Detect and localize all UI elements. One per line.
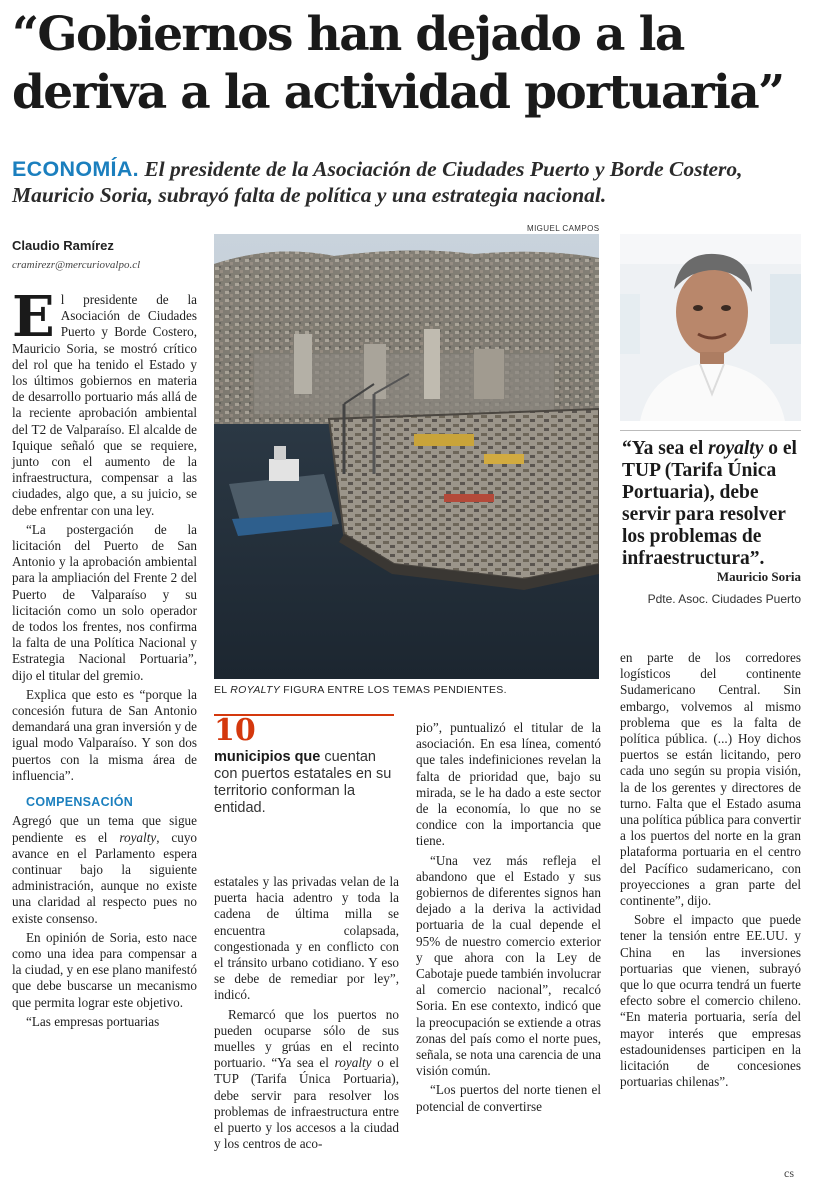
article-column-2 xyxy=(214,874,399,1155)
paragraph xyxy=(12,284,197,519)
paragraph-text: Agregó que un tema que sigue pendiente es el xyxy=(12,813,197,845)
stat-number: 10 xyxy=(214,713,256,748)
photo-caption xyxy=(214,684,507,696)
article-column-3 xyxy=(416,720,601,1118)
paragraph: “Las empresas portuarias xyxy=(26,1013,160,1029)
italic-term: royalty xyxy=(334,1055,372,1071)
italic-term: royalty xyxy=(119,829,157,845)
deck-section-label: ECONOMÍA. xyxy=(12,157,139,181)
author-email: cramirezr@mercuriovalpo.cl xyxy=(12,259,141,271)
caption-text: EL xyxy=(214,684,231,696)
paragraph: En opinión de Soria, esto nace como una idea para compensar a la ciudad, y en ese plano manifestó que debe buscarse un mecanismo que permita lograr este objetivo. xyxy=(12,929,197,1010)
paragraph: “Una vez más refleja el abandono que el Estado y sus gobiernos de diferentes signos han dejado a la deriva la actividad portuaria de la cual depende el 95% de nuestro comercio exterior y que ahora con la Ley de Cabotaje puede también involucrar al comercio nacional”, recalcó Soria. En ese contexto, indicó que la preocupación se extiende a otras zonas del país como el norte pues, señala, se nota una carencia de una visión común. xyxy=(416,852,601,1079)
quote-attribution-name: Mauricio Soria xyxy=(716,569,801,584)
caption-text: FIGURA ENTRE LOS TEMAS PENDIENTES. xyxy=(280,684,507,696)
article-column-4 xyxy=(620,650,801,1093)
quote-rule xyxy=(620,430,801,431)
paragraph xyxy=(12,813,197,926)
stat-text xyxy=(214,749,394,817)
pull-quote xyxy=(622,438,802,570)
stat-body: cuentan con puertos estatales en su territorio conforman la entidad. xyxy=(214,749,392,816)
article-column-1 xyxy=(12,284,198,1033)
subhead-compensacion: COMPENSACIÓN xyxy=(26,795,134,810)
paragraph: en parte de los corredores logísticos del continente Sudamericano Central. Sin embargo, volvemos al mismo problema que es la falta de política pública. (...) Hoy dichos puertos se están licitando, pero cada uno según su propia visión, la de los gerentes y directores de turno. Falta que el Estado asuma una política pública para convertir a los puertos del norte en la gran plataforma portuaria en el centro del Pacífico sudamericano, con proyecciones a gran parte del continente”, dijo. xyxy=(620,650,801,909)
paragraph-text: Remarcó que los puertos no pueden ocuparse sólo de sus muelles y grúas en el recinto portuario. “Ya sea el xyxy=(214,1006,399,1071)
photo-credit: MIGUEL CAMPOS xyxy=(527,224,600,233)
caption-italic: ROYALTY xyxy=(230,684,281,696)
deck-text: El presidente de la Asociación de Ciudades Puerto y Borde Costero, Mauricio Soria, subrayó falta de política y una estrategia nacional. xyxy=(12,157,743,207)
port-photo xyxy=(214,234,599,679)
quote-attribution-role: Pdte. Asoc. Ciudades Puerto xyxy=(647,592,801,606)
paragraph xyxy=(214,1007,399,1153)
paragraph: Explica que esto es “porque la concesión futura de San Antonio demandará una gran inversión y de igual modo Valparaíso. Y son dos puertos con la misma área de influencia”. xyxy=(12,686,197,783)
paragraph-text: , cuyo avance en el Parlamento espera continuar bajo la siguiente administración, aunque no existe una claridad al respecto pues no existe consenso. xyxy=(12,829,198,926)
paragraph: Sobre el impacto que puede tener la tensión entre EE.UU. y China en las inversiones portuarias que vienen, subrayó que lo que ocurra tendrá un fuerte efecto sobre el comercio chileno. “En materia portuaria, sería del mayor interés que empresas estadounidenses participen en la licitación de concesiones portuarias chilenas”. xyxy=(620,912,801,1090)
stat-box xyxy=(214,715,394,817)
paragraph: “Los puertos del norte tienen el potencial de convertirse xyxy=(416,1082,601,1114)
quote-text: “Ya sea el xyxy=(622,438,709,459)
dropcap: E xyxy=(12,284,55,350)
stat-bold: municipios que xyxy=(214,749,321,765)
paragraph: estatales y las privadas velan de la puerta hacia adentro y toda la cadena de última milla se encuentra colapsada, congestionada y en conflicto con el tránsito urbano cotidiano. Y eso se debe de remediar por ley”, indicó. xyxy=(214,874,399,1003)
deck xyxy=(12,156,802,208)
quote-italic: royalty xyxy=(708,438,764,459)
portrait-photo xyxy=(620,234,801,421)
portrait-illustration xyxy=(620,234,801,421)
quote-text: o el TUP (Tarifa Única Portuaria), debe servir para resolver los problemas de infraestructura”. xyxy=(622,438,797,569)
byline: Claudio Ramírez xyxy=(12,238,114,253)
paragraph: pio”, puntualizó el titular de la asociación. En esa línea, comentó que tales indefiniciones revelan la falta de prioridad que, bajo su mirada, se le ha dado a este sector de la economía, lo que no se condice con la importancia que tiene. xyxy=(416,720,601,849)
paragraph-text: o el TUP (Tarifa Única Portuaria), debe servir para resolver los problemas de infraestructura entre el puerto y los accesos a la ciudad y los centros de aco- xyxy=(214,1055,399,1152)
headline: “Gobiernos han dejado a la deriva a la actividad portuaria” xyxy=(12,7,784,120)
paragraph-text: l presidente de la Asociación de Ciudades Puerto y Borde Costero, Mauricio Soria, se mostró crítico del rol que ha tenido el Estado y los últimos gobiernos en materia de desarrollo portuario más allá de la reciente aprobación ambiental del T2 de Valparaíso. El alcalde de Iquique señaló que se requiere, junto con el aumento de la infraestructura, compensar a las ciudades, algo que, a su juicio, se debe enfrentar con una ley. xyxy=(12,292,197,518)
paragraph: “La postergación de la licitación del Puerto de San Antonio y la aprobación ambiental para la ampliación del Frente 2 del Puerto de Valparaíso y su licitación como un solo operador de todos los frentes, nos confirma la falta de una Política Nacional y Estrategia Nacional Portuaria”, dijo el titular del gremio. xyxy=(12,521,197,683)
port-photo-illustration xyxy=(214,234,599,679)
end-mark: cs xyxy=(784,1166,794,1180)
